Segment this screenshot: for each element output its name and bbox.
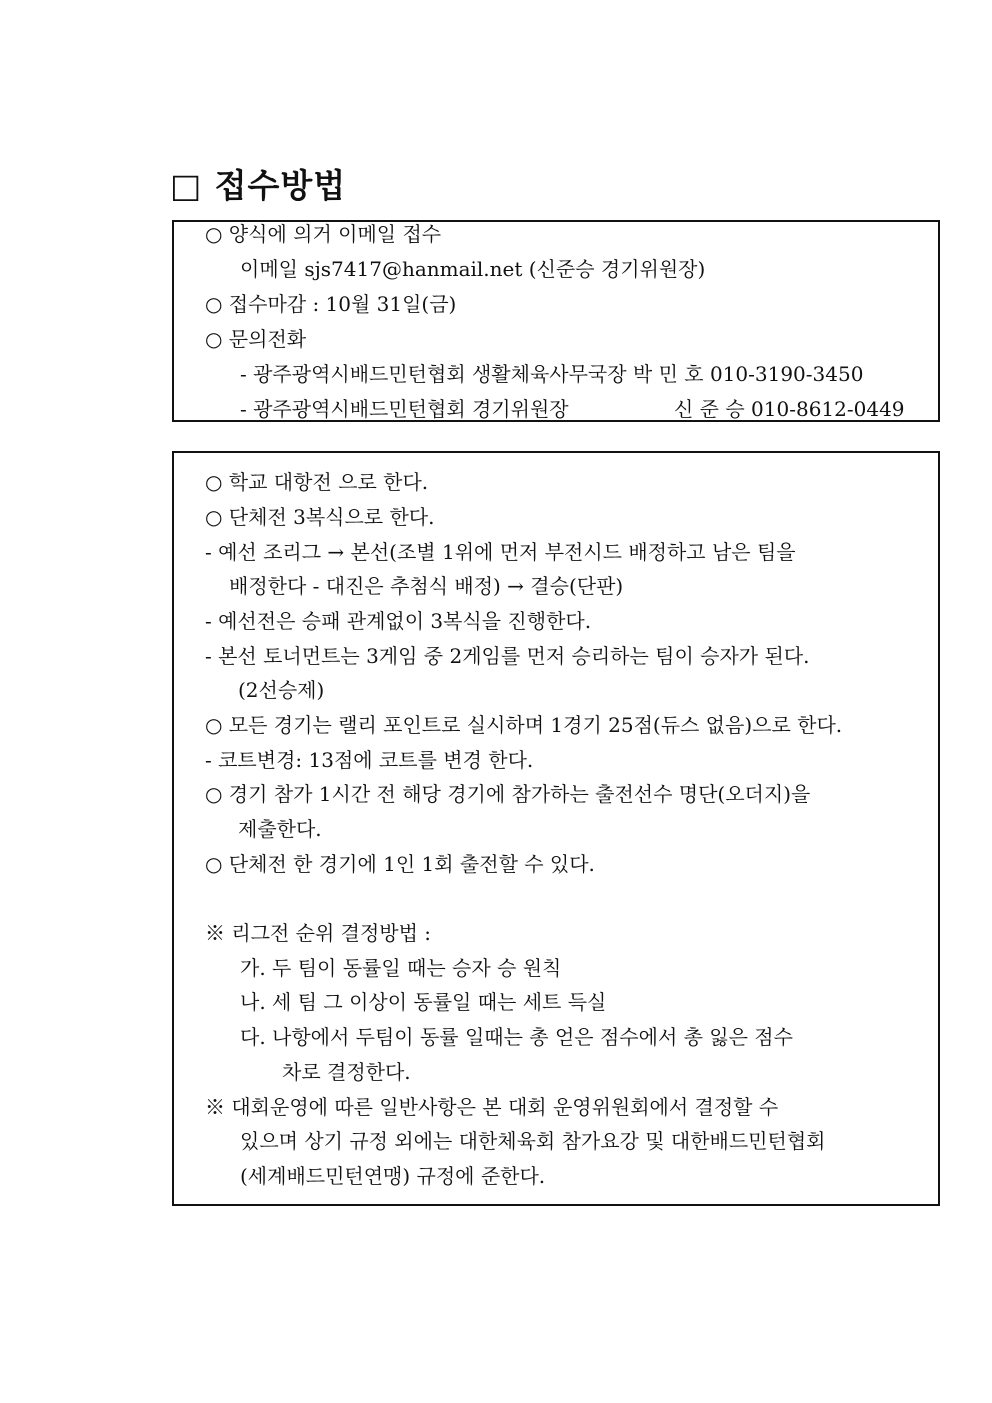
rule-line: - 예선전은 승패 관계없이 3복식을 진행한다. [205, 609, 592, 633]
reception-contact-line: - 광주광역시배드민턴협회 생활체육사무국장 박 민 호 010-3190-3450 [240, 362, 864, 386]
rule-line: ○ 단체전 3복식으로 한다. [205, 505, 435, 529]
rule-line: 배정한다 - 대진은 추첨식 배정) → 결승(단판) [229, 574, 624, 598]
rule-line: - 코트변경: 13점에 코트를 변경 한다. [205, 748, 534, 772]
rule-line: ○ 학교 대항전 으로 한다. [205, 470, 429, 494]
section-title: □ 접수방법 [170, 166, 347, 205]
reception-email-line: 이메일 sjs7417@hanmail.net (신준승 경기위원장) [240, 257, 706, 281]
rule-line: - 본선 토너먼트는 3게임 중 2게임를 먼저 승리하는 팀이 승자가 된다. [205, 644, 810, 668]
general-note: (세계배드민턴연맹) 규정에 준한다. [240, 1164, 546, 1188]
rule-line: ○ 단체전 한 경기에 1인 1회 출전할 수 있다. [205, 852, 595, 876]
reception-deadline-line: ○ 접수마감 : 10월 31일(금) [205, 292, 457, 316]
reception-line: ○ 양식에 의거 이메일 접수 [205, 222, 442, 246]
ranking-item-continued: 차로 결정한다. [282, 1060, 411, 1084]
ranking-item: 다. 나항에서 두팀이 동률 일때는 총 얻은 점수에서 총 잃은 점수 [240, 1025, 793, 1049]
general-note: 있으며 상기 규정 외에는 대한체육회 참가요강 및 대한배드민턴협회 [240, 1129, 826, 1153]
reception-box [172, 220, 940, 422]
rule-line: ○ 경기 참가 1시간 전 해당 경기에 참가하는 출전선수 명단(오더지)을 [205, 782, 811, 806]
rule-line: (2선승제) [238, 678, 325, 702]
general-note: ※ 대회운영에 따른 일반사항은 본 대회 운영위원회에서 결정할 수 [205, 1095, 779, 1119]
ranking-item: 가. 두 팀이 동률일 때는 승자 승 원칙 [240, 956, 562, 980]
ranking-heading: ※ 리그전 순위 결정방법 : [205, 921, 432, 945]
reception-contact-name-phone: 신 준 승 010-8612-0449 [674, 397, 905, 421]
rule-line: - 예선 조리그 → 본선(조별 1위에 먼저 부전시드 배정하고 남은 팀을 [205, 540, 796, 564]
ranking-item: 나. 세 팀 그 이상이 동률일 때는 세트 득실 [240, 990, 607, 1014]
rule-line: 제출한다. [238, 817, 322, 841]
rule-line: ○ 모든 경기는 랠리 포인트로 실시하며 1경기 25점(듀스 없음)으로 한다. [205, 713, 843, 737]
reception-contact-line: - 광주광역시배드민턴협회 경기위원장 [240, 397, 569, 421]
reception-contact-heading: ○ 문의전화 [205, 327, 307, 351]
